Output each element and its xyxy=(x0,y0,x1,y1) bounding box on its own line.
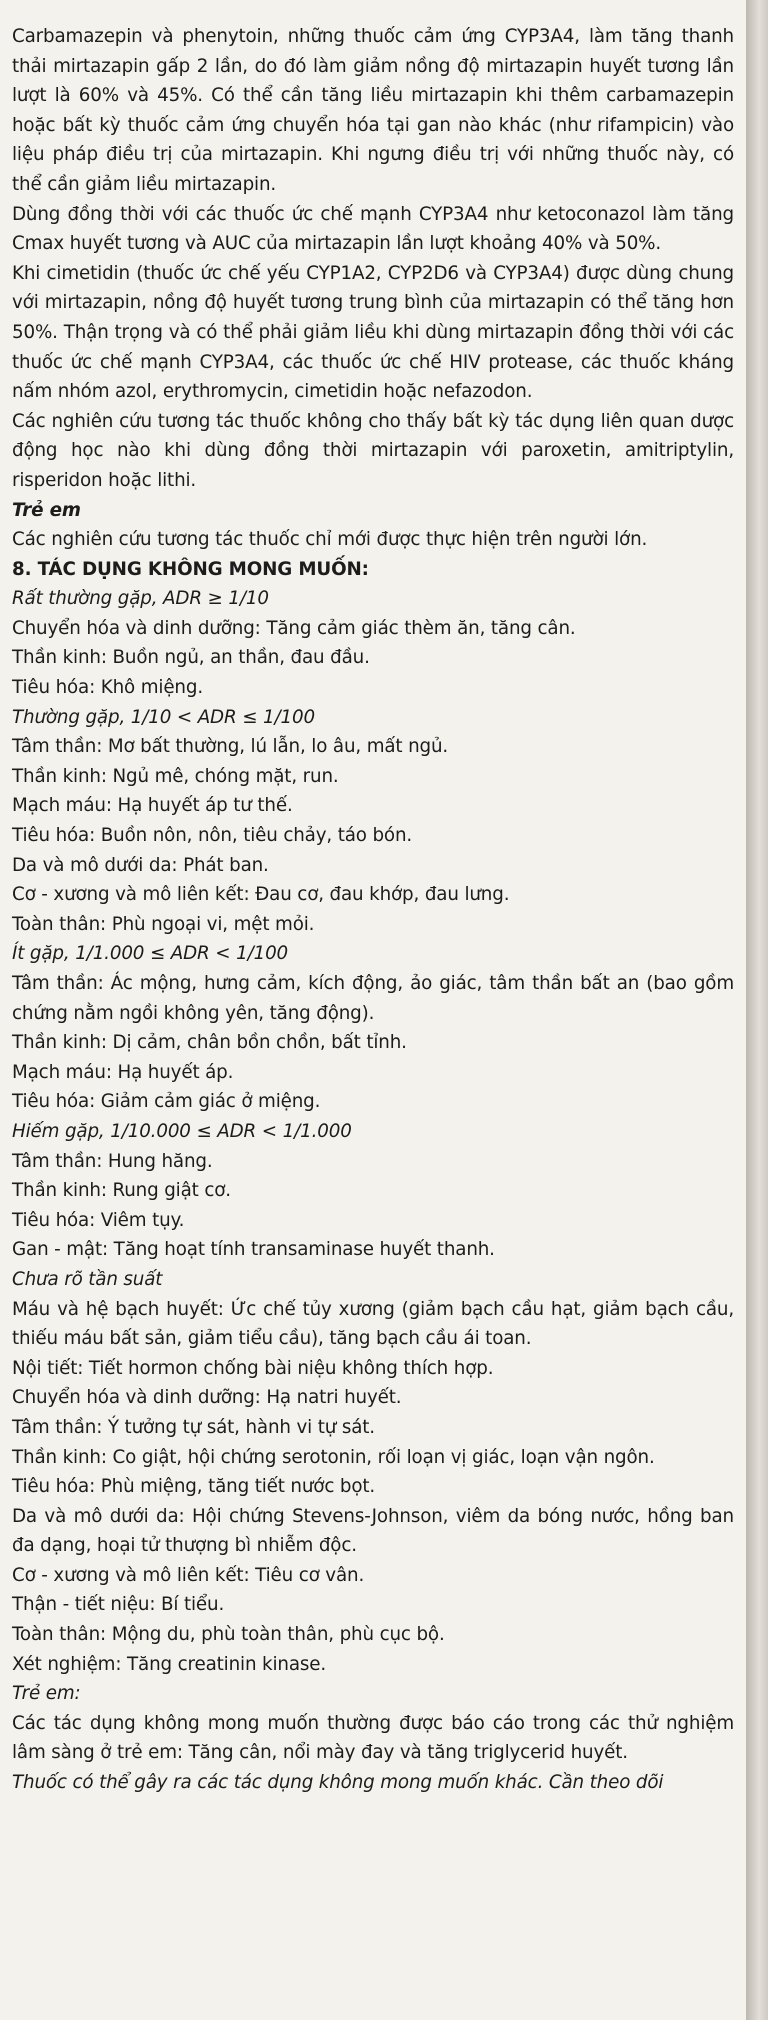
adverse-item: Da và mô dưới da: Phát ban. xyxy=(12,854,269,876)
frequency-unknown: Chưa rõ tần suất xyxy=(12,1268,163,1290)
adverse-item: Toàn thân: Mộng du, phù toàn thân, phù cục bộ. xyxy=(12,1624,445,1646)
adverse-item: Tâm thần: Ý tưởng tự sát, hành vi tự sát. xyxy=(12,1416,375,1438)
adverse-item: Toàn thân: Phù ngoại vi, mệt mỏi. xyxy=(12,913,315,935)
page-edge xyxy=(746,0,768,2020)
adverse-item: Nội tiết: Tiết hormon chống bài niệu không thích hợp. xyxy=(12,1357,494,1379)
adverse-item: Mạch máu: Hạ huyết áp tư thế. xyxy=(12,795,293,817)
adverse-item: Tâm thần: Ác mộng, hưng cảm, kích động, ảo giác, tâm thần bất an (bao gồm chứng nằm ngồi không yên, tăng động). xyxy=(12,973,734,1024)
interaction-paragraph-carbamazepin: Carbamazepin và phenytoin, những thuốc cảm ứng CYP3A4, làm tăng thanh thải mirtazapin gấp 2 lần, do đó làm giảm nồng độ mirtazapin huyết tương lần lượt là 60% và 45%. Có thể cần tăng liều mirtazapin khi thêm carbamazepin hoặc bất kỳ thuốc cảm ứng chuyển hóa tại gan nào khác (như rifampicin) vào liệu pháp điều trị của mirtazapin. Khi ngưng điều trị với những thuốc này, có thể cần giảm liều mirtazapin. xyxy=(12,26,734,195)
adverse-item: Chuyển hóa và dinh dưỡng: Tăng cảm giác thèm ăn, tăng cân. xyxy=(12,617,576,639)
adverse-item: Thần kinh: Rung giật cơ. xyxy=(12,1180,231,1202)
adverse-item: Thần kinh: Ngủ mê, chóng mặt, run. xyxy=(12,765,339,787)
frequency-uncommon: Ít gặp, 1/1.000 ≤ ADR < 1/100 xyxy=(12,943,289,965)
footer-note: Thuốc có thể gây ra các tác dụng không mong muốn khác. Cần theo dõi xyxy=(12,1772,664,1794)
children-interaction-heading: Trẻ em xyxy=(12,499,81,521)
adverse-item: Gan - mật: Tăng hoạt tính transaminase huyết thanh. xyxy=(12,1239,495,1261)
adverse-item: Cơ - xương và mô liên kết: Đau cơ, đau khớp, đau lưng. xyxy=(12,884,510,906)
adverse-item: Da và mô dưới da: Hội chứng Stevens-Johnson, viêm da bóng nước, hồng ban đa dạng, hoại tử thượng bì nhiễm độc. xyxy=(12,1505,734,1557)
adverse-item: Xét nghiệm: Tăng creatinin kinase. xyxy=(12,1653,327,1675)
adverse-item: Thần kinh: Buồn ngủ, an thần, đau đầu. xyxy=(12,647,370,669)
children-adverse-heading: Trẻ em: xyxy=(12,1683,81,1705)
adverse-item: Tiêu hóa: Phù miệng, tăng tiết nước bọt. xyxy=(12,1476,376,1498)
adverse-item: Thần kinh: Co giật, hội chứng serotonin, rối loạn vị giác, loạn vận ngôn. xyxy=(12,1446,655,1468)
adverse-item: Tâm thần: Mơ bất thường, lú lẫn, lo âu, mất ngủ. xyxy=(12,736,449,758)
adverse-item: Thận - tiết niệu: Bí tiểu. xyxy=(12,1594,225,1616)
adverse-item: Mạch máu: Hạ huyết áp. xyxy=(12,1061,234,1083)
adverse-item: Chuyển hóa và dinh dưỡng: Hạ natri huyết. xyxy=(12,1387,402,1409)
adverse-item: Tiêu hóa: Viêm tụy. xyxy=(12,1209,185,1231)
adverse-item: Tâm thần: Hung hăng. xyxy=(12,1150,213,1172)
adverse-item: Tiêu hóa: Giảm cảm giác ở miệng. xyxy=(12,1091,321,1113)
frequency-common: Thường gặp, 1/10 < ADR ≤ 1/100 xyxy=(12,706,315,728)
interaction-paragraph-cimetidin: Khi cimetidin (thuốc ức chế yếu CYP1A2, CYP2D6 và CYP3A4) được dùng chung với mirtazapin, nồng độ huyết tương trung bình của mirtazapin có thể tăng hơn 50%. Thận trọng và có thể phải giảm liều khi dùng mirtazapin đồng thời với các thuốc ức chế mạnh CYP3A4, các thuốc ức chế HIV protease, các thuốc kháng nấm nhóm azol, erythromycin, cimetidin hoặc nefazodon. xyxy=(12,262,734,403)
adverse-item: Cơ - xương và mô liên kết: Tiêu cơ vân. xyxy=(12,1564,365,1586)
adverse-item: Tiêu hóa: Buồn nôn, nôn, tiêu chảy, táo bón. xyxy=(12,825,413,847)
interaction-paragraph-ketoconazol: Dùng đồng thời với các thuốc ức chế mạnh CYP3A4 như ketoconazol làm tăng Cmax huyết tương và AUC của mirtazapin lần lượt khoảng 40% và 50%. xyxy=(12,203,734,255)
adverse-item: Tiêu hóa: Khô miệng. xyxy=(12,677,203,699)
children-adverse-text: Các tác dụng không mong muốn thường được báo cáo trong các thử nghiệm lâm sàng ở trẻ em: Tăng cân, nổi mày đay và tăng triglycerid huyết. xyxy=(12,1712,734,1764)
interaction-paragraph-no-effect: Các nghiên cứu tương tác thuốc không cho thấy bất kỳ tác dụng liên quan dược động học nào khi dùng đồng thời mirtazapin với paroxetin, amitriptylin, risperidon hoặc lithi. xyxy=(12,410,734,491)
frequency-rare: Hiếm gặp, 1/10.000 ≤ ADR < 1/1.000 xyxy=(12,1120,352,1142)
frequency-very-common: Rất thường gặp, ADR ≥ 1/10 xyxy=(12,588,269,610)
adverse-item: Thần kinh: Dị cảm, chân bồn chồn, bất tỉnh. xyxy=(12,1032,407,1054)
children-interaction-text: Các nghiên cứu tương tác thuốc chỉ mới được thực hiện trên người lớn. xyxy=(12,529,648,551)
document-content xyxy=(12,22,734,1798)
adverse-item: Máu và hệ bạch huyết: Ức chế tủy xương (giảm bạch cầu hạt, giảm bạch cầu, thiếu máu bất sản, giảm tiểu cầu), tăng bạch cầu ái toan. xyxy=(12,1298,734,1350)
section-heading-adverse-effects: 8. TÁC DỤNG KHÔNG MONG MUỐN: xyxy=(12,558,369,580)
